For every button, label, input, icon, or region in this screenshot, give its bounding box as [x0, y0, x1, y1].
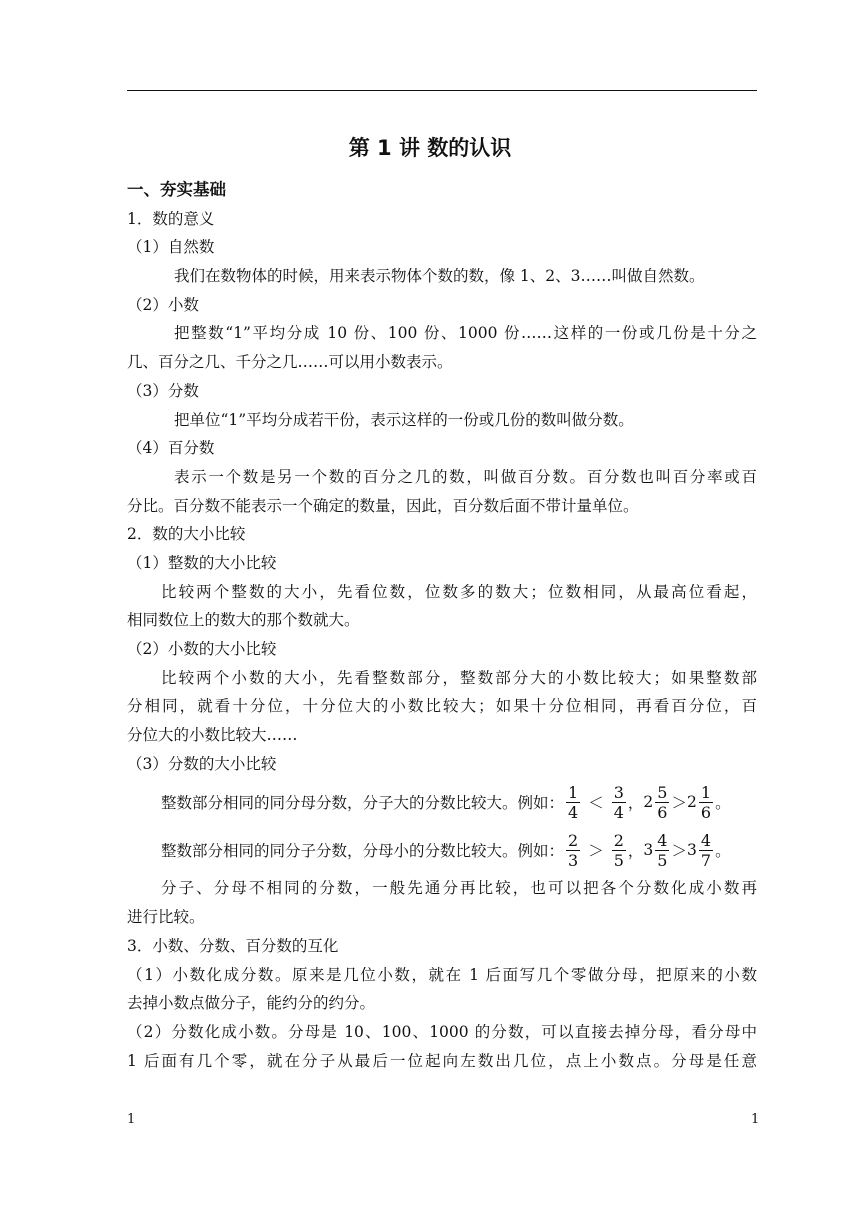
end-punctuation: 。 [715, 794, 731, 813]
section-heading: 一、夯实基础 [127, 180, 226, 199]
whole-part: 2 [687, 793, 697, 812]
fraction [612, 831, 626, 870]
subheading-number-meaning: 1．数的意义 [127, 209, 215, 228]
paragraph: （1）小数化成分数。原来是几位小数，就在 1 后面写几个零做分母，把原来的小数 [127, 965, 757, 984]
item-decimal-compare: （2）小数的大小比较 [127, 640, 277, 658]
denominator: 5 [613, 850, 624, 870]
item-percent: （4）百分数 [127, 439, 215, 458]
paragraph: 把单位“1”平均分成若干份，表示这样的一份或几份的数叫做分数。 [174, 410, 634, 429]
header-rule [127, 90, 757, 91]
paragraph: 分位大的小数比较大…… [127, 726, 298, 745]
item-fraction-compare: （3）分数的大小比较 [127, 754, 277, 773]
whole-part: 2 [643, 793, 654, 812]
denominator: 6 [700, 802, 712, 822]
page-number-left: 1 [127, 1112, 136, 1127]
item-fractions: （3）分数 [127, 381, 199, 400]
numerator: 2 [568, 830, 579, 850]
fraction [655, 831, 669, 870]
fraction-rule-same-denominator [127, 778, 757, 826]
denominator: 4 [613, 802, 624, 822]
greater-than-sign: ＞ [671, 842, 687, 861]
greater-than-sign: ＞ [671, 794, 687, 813]
item-decimals: （2）小数 [127, 295, 199, 314]
paragraph: 把整数“1”平均分成 10 份、100 份、1000 份……这样的一份或几份是十分之 [174, 324, 757, 343]
denominator: 3 [568, 850, 579, 870]
fraction-rule-same-numerator [127, 826, 757, 874]
greater-than-sign: ＞ [588, 842, 604, 861]
numerator: 5 [657, 782, 668, 802]
whole-part: 3 [643, 841, 654, 860]
numerator: 1 [568, 782, 579, 802]
item-natural-numbers: （1）自然数 [127, 238, 215, 257]
item-integer-compare: （1）整数的大小比较 [127, 553, 277, 572]
paragraph: 进行比较。 [127, 908, 205, 927]
denominator: 7 [700, 850, 712, 870]
denominator: 6 [657, 802, 668, 822]
paragraph: 去掉小数点做分子，能约分的约分。 [127, 994, 376, 1013]
paragraph: 1 后面有几个零，就在分子从最后一位起向左数出几位，点上小数点。分母是任意 [127, 1051, 757, 1070]
paragraph: 几、百分之几、千分之几……可以用小数表示。 [127, 353, 453, 372]
page-title: 第 1 讲 数的认识 [348, 136, 512, 160]
numerator: 3 [613, 782, 624, 802]
rule-text: 整数部分相同的同分子分数，分母小的分数比较大。例如： [161, 842, 565, 861]
fraction [699, 783, 713, 822]
separator: ， [627, 842, 644, 861]
document-body [127, 176, 757, 1075]
paragraph: 分子、分母不相同的分数，一般先通分再比较，也可以把各个分数化成小数再 [161, 879, 757, 898]
paragraph: 相同数位上的数大的那个数就大。 [127, 611, 360, 630]
paragraph: 比较两个小数的大小，先看整数部分，整数部分大的小数比较大；如果整数部 [161, 668, 757, 687]
numerator: 4 [657, 830, 668, 850]
end-punctuation: 。 [715, 842, 731, 861]
whole-part: 3 [687, 841, 697, 860]
paragraph: 分相同，就看十分位，十分位大的小数比较大；如果十分位相同，再看百分位，百 [127, 697, 757, 716]
denominator: 4 [568, 802, 579, 822]
subheading-comparison: 2．数的大小比较 [127, 525, 246, 544]
separator: ， [627, 794, 644, 813]
fraction [612, 783, 626, 822]
subheading-conversion: 3．小数、分数、百分数的互化 [127, 936, 339, 955]
paragraph: 我们在数物体的时候，用来表示物体个数的数，像 1、2、3……叫做自然数。 [174, 267, 705, 286]
less-than-sign: ＜ [588, 794, 604, 813]
fraction [655, 783, 669, 822]
rule-text: 整数部分相同的同分母分数，分子大的分数比较大。例如： [161, 794, 565, 813]
fraction [699, 831, 713, 870]
fraction [566, 831, 580, 870]
page-number-right: 1 [751, 1112, 760, 1127]
numerator: 4 [700, 830, 712, 850]
numerator: 2 [613, 830, 624, 850]
numerator: 1 [700, 782, 712, 802]
denominator: 5 [657, 850, 668, 870]
paragraph: 比较两个整数的大小，先看位数，位数多的数大；位数相同，从最高位看起， [161, 582, 757, 601]
paragraph: 分比。百分数不能表示一个确定的数量，因此，百分数后面不带计量单位。 [127, 496, 639, 515]
fraction [566, 783, 580, 822]
paragraph: 表示一个数是另一个数的百分之几的数，叫做百分数。百分数也叫百分率或百 [174, 467, 757, 486]
paragraph: （2）分数化成小数。分母是 10、100、1000 的分数，可以直接去掉分母，看分母中 [127, 1022, 757, 1041]
